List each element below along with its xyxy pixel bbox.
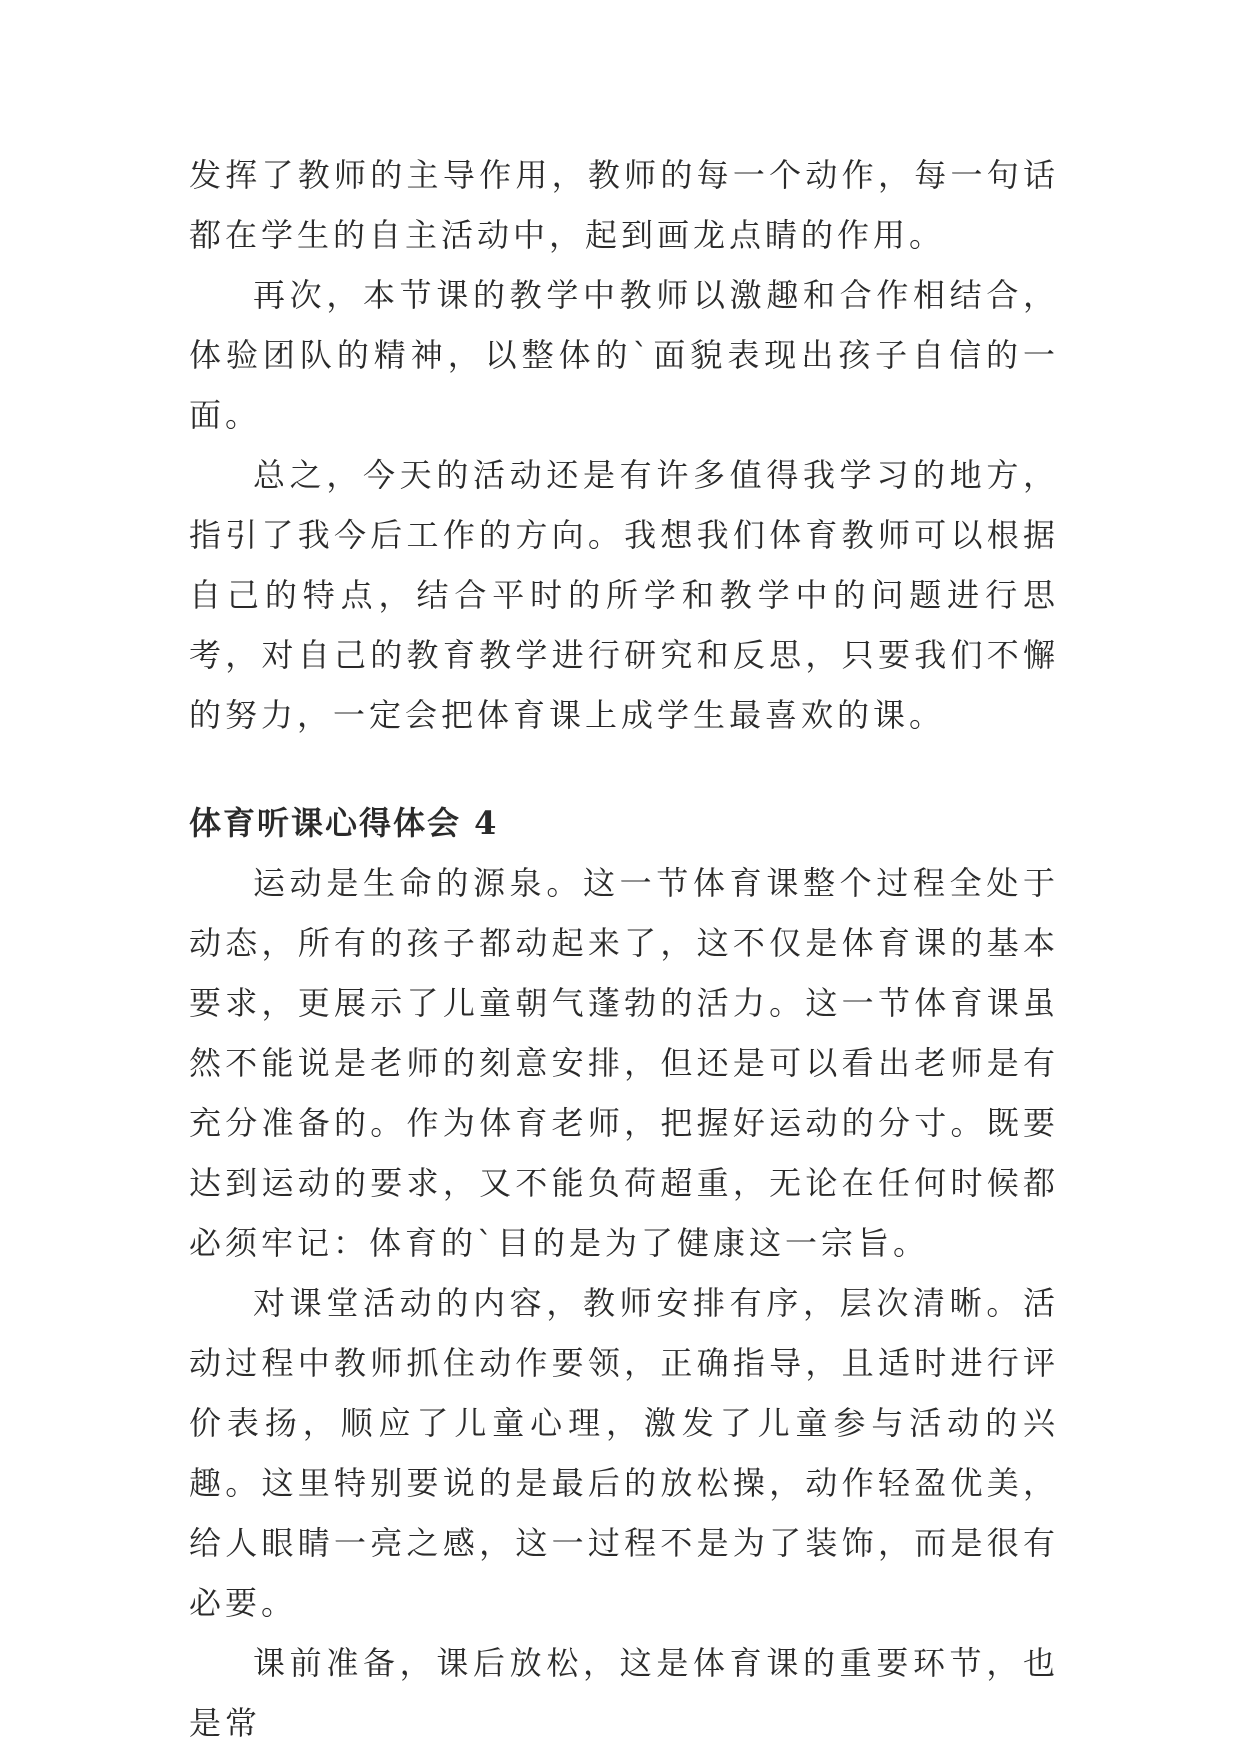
paragraph-exercise: 运动是生命的源泉。这一节体育课整个过程全处于动态，所有的孩子都动起来了，这不仅是体育课的基本要求，更展示了儿童朝气蓬勃的活力。这一节体育课虽然不能说是老师的刻意安排，但还是可以看出老师是有充分准备的。作为体育老师，把握好运动的分寸。既要达到运动的要求，又不能负荷超重，无论在任何时候都必须牢记：体育的`目的是为了健康这一宗旨。 xyxy=(189,864,1059,1262)
section-heading: 体育听课心得体会 4 xyxy=(189,804,499,842)
paragraph-summary: 总之，今天的活动还是有许多值得我学习的地方，指引了我今后工作的方向。我想我们体育教师可以根据自己的特点，结合平时的所学和教学中的问题进行思考，对自己的教育教学进行研究和反思，只要我们不懈的努力，一定会把体育课上成学生最喜欢的课。 xyxy=(189,456,1059,734)
document-body xyxy=(189,145,1059,1753)
paragraph-continuation: 发挥了教师的主导作用，教师的每一个动作，每一句话都在学生的自主活动中，起到画龙点睛的作用。 xyxy=(189,156,1059,254)
paragraph-again: 再次，本节课的教学中教师以激趣和合作相结合，体验团队的精神，以整体的`面貌表现出孩子自信的一面。 xyxy=(189,276,1059,434)
paragraph-preparation: 课前准备，课后放松，这是体育课的重要环节，也是常 xyxy=(189,1644,1059,1742)
paragraph-activity-content: 对课堂活动的内容，教师安排有序，层次清晰。活动过程中教师抓住动作要领，正确指导，且适时进行评价表扬，顺应了儿童心理，激发了儿童参与活动的兴趣。这里特别要说的是最后的放松操，动作轻盈优美，给人眼睛一亮之感，这一过程不是为了装饰，而是很有必要。 xyxy=(189,1284,1059,1622)
